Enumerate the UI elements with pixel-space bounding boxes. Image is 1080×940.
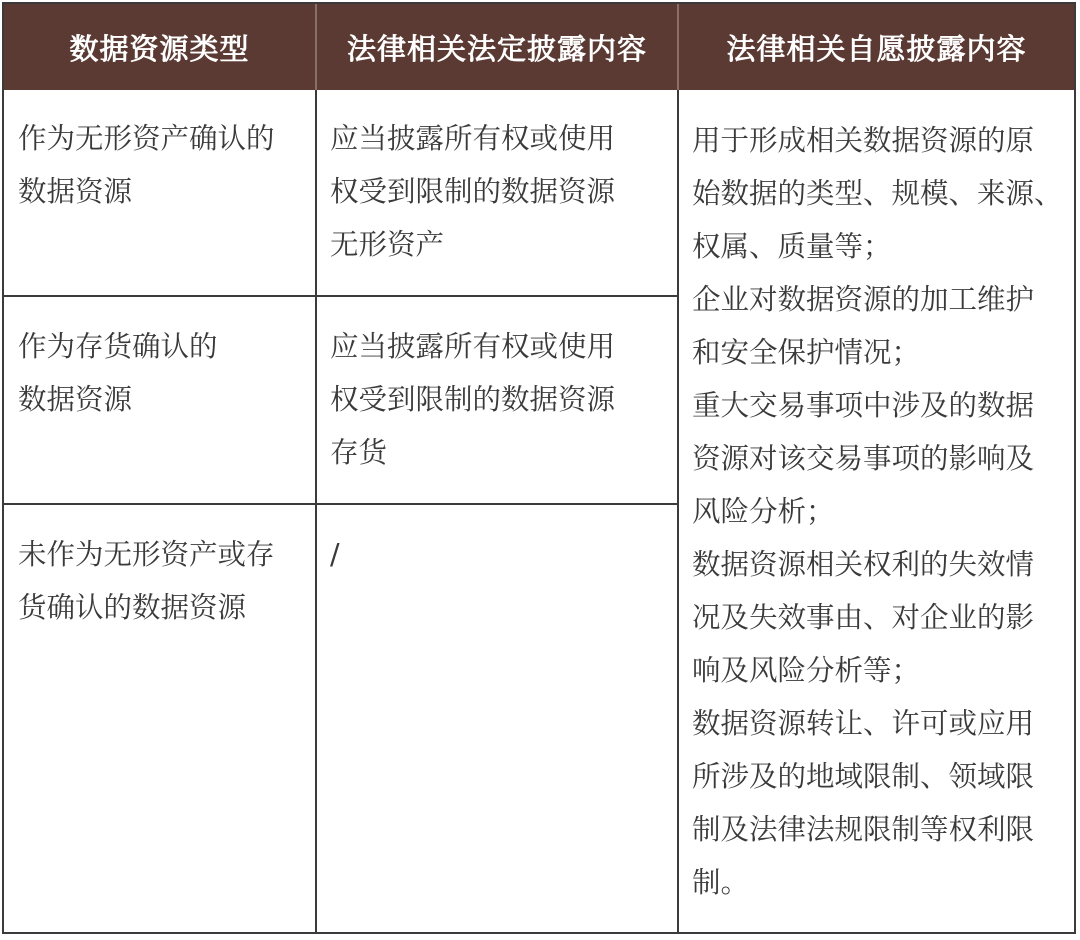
cell-text-line: 应当披露所有权或使用 (330, 122, 616, 155)
column-divider (677, 90, 679, 932)
cell-text-line: / (330, 538, 340, 571)
cell-text-line: 数据资源相关权利的失效情 (692, 548, 1035, 581)
cell-text-line: 权受到限制的数据资源 (330, 383, 616, 416)
disclosure-table (2, 2, 1076, 934)
row-divider (4, 295, 677, 297)
header-cell-mandatory: 法律相关法定披露内容 (346, 31, 647, 66)
cell-text-line: 数据资源 (18, 175, 133, 208)
table-header (4, 4, 1074, 90)
cell-text-line: 响及风险分析等； (692, 654, 921, 687)
cell-text-line: 制及法律法规限制等权利限 (692, 813, 1035, 846)
row-1-type-cell (18, 112, 275, 218)
row-divider (4, 503, 677, 505)
cell-text-line: 制。 (692, 866, 750, 899)
header-cell-voluntary: 法律相关自愿披露内容 (726, 31, 1027, 66)
header-cell-type: 数据资源类型 (69, 31, 250, 66)
cell-text-line: 用于形成相关数据资源的原 (692, 124, 1035, 157)
row-2-mandatory-cell (330, 320, 615, 479)
cell-text-line: 况及失效事由、对企业的影 (692, 601, 1035, 634)
cell-text-line: 企业对数据资源的加工维护 (692, 283, 1035, 316)
cell-text-line: 未作为无形资产或存 (18, 538, 275, 571)
cell-text-line: 权属、质量等； (692, 230, 892, 263)
cell-text-line: 资源对该交易事项的影响及 (692, 442, 1035, 475)
cell-text-line: 和安全保护情况； (692, 336, 921, 369)
cell-text-line: 重大交易事项中涉及的数据 (692, 389, 1035, 422)
cell-text-line: 作为存货确认的 (18, 330, 218, 363)
cell-text-line: 货确认的数据资源 (18, 591, 247, 624)
cell-text-line: 无形资产 (330, 228, 445, 261)
cell-text-line: 应当披露所有权或使用 (330, 330, 616, 363)
cell-text-line: 数据资源 (18, 383, 133, 416)
cell-text-line: 始数据的类型、规模、来源、 (692, 177, 1063, 210)
header-divider (315, 4, 317, 90)
cell-text-line: 风险分析； (692, 495, 835, 528)
row-3-type-cell (18, 528, 275, 634)
row-1-mandatory-cell (330, 112, 615, 271)
column-divider (315, 90, 317, 932)
cell-text-line: 数据资源转让、许可或应用 (692, 707, 1035, 740)
cell-text-line: 作为无形资产确认的 (18, 122, 275, 155)
row-3-mandatory-cell (330, 528, 340, 581)
row-2-type-cell (18, 320, 218, 426)
cell-text-line: 权受到限制的数据资源 (330, 175, 616, 208)
cell-text-line: 所涉及的地域限制、领域限 (692, 760, 1035, 793)
header-divider (677, 4, 679, 90)
voluntary-disclosure-cell (692, 114, 1063, 909)
cell-text-line: 存货 (330, 436, 388, 469)
